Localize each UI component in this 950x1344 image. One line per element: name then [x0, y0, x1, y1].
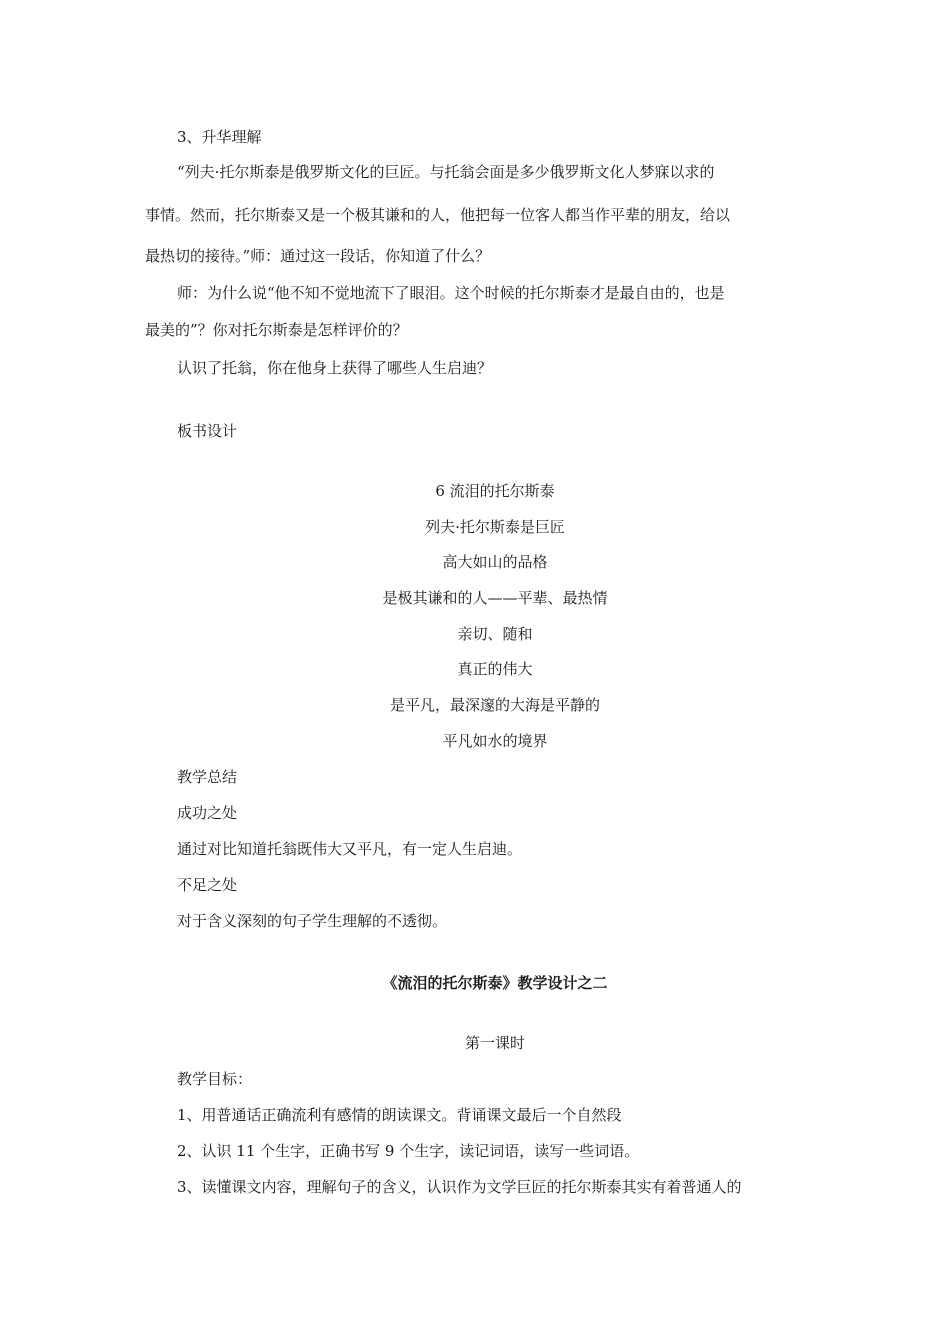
board-line: 亲切、随和: [457, 625, 533, 643]
board-line: 是平凡，最深邃的大海是平静的: [389, 696, 600, 714]
summary-heading: 教学总结: [177, 768, 238, 786]
lesson-label: 第一课时: [464, 1034, 525, 1052]
goal-item: 2、认识 11 个生字，正确书写 9 个生字，读记词语，读写一些词语。: [177, 1142, 640, 1160]
board-line: 是极其谦和的人——平辈、最热情: [382, 589, 608, 607]
board-design-heading: 板书设计: [177, 422, 238, 440]
board-line: 高大如山的品格: [442, 553, 548, 571]
design-two-title: 《流泪的托尔斯泰》教学设计之二: [382, 974, 608, 992]
success-label: 成功之处: [177, 804, 238, 822]
goals-label: 教学目标：: [177, 1070, 253, 1088]
section-heading-sublimation: 3、升华理解: [177, 128, 262, 146]
board-line: 平凡如水的境界: [442, 732, 548, 750]
goal-item: 1、用普通话正确流利有感情的朗读课文。背诵课文最后一个自然段: [177, 1106, 622, 1124]
board-line: 6 流泪的托尔斯泰: [435, 482, 555, 500]
shortfall-text: 对于含义深刻的句子学生理解的不透彻。: [177, 912, 448, 930]
question-paragraph-line: 最美的”？你对托尔斯泰是怎样评价的？: [145, 321, 408, 339]
board-line: 列夫·托尔斯泰是巨匠: [425, 518, 565, 536]
question-paragraph-line: 师：为什么说“他不知不觉地流下了眼泪。这个时候的托尔斯泰才是最自由的，也是: [177, 284, 725, 302]
shortfall-label: 不足之处: [177, 876, 238, 894]
question-paragraph: 认识了托翁，你在他身上获得了哪些人生启迪？: [177, 359, 493, 377]
quote-paragraph-line: “列夫·托尔斯泰是俄罗斯文化的巨匠。与托翁会面是多少俄罗斯文化人梦寐以求的: [177, 163, 715, 181]
success-text: 通过对比知道托翁既伟大又平凡，有一定人生启迪。: [177, 840, 523, 858]
quote-paragraph-line: 最热切的接待。”师：通过这一段话，你知道了什么？: [145, 247, 491, 265]
quote-paragraph-line: 事情。然而，托尔斯泰又是一个极其谦和的人，他把每一位客人都当作平辈的朋友，给以: [145, 206, 731, 224]
board-line: 真正的伟大: [457, 660, 533, 678]
goal-item: 3、读懂课文内容，理解句子的含义，认识作为文学巨匠的托尔斯泰其实有着普通人的: [177, 1178, 742, 1196]
